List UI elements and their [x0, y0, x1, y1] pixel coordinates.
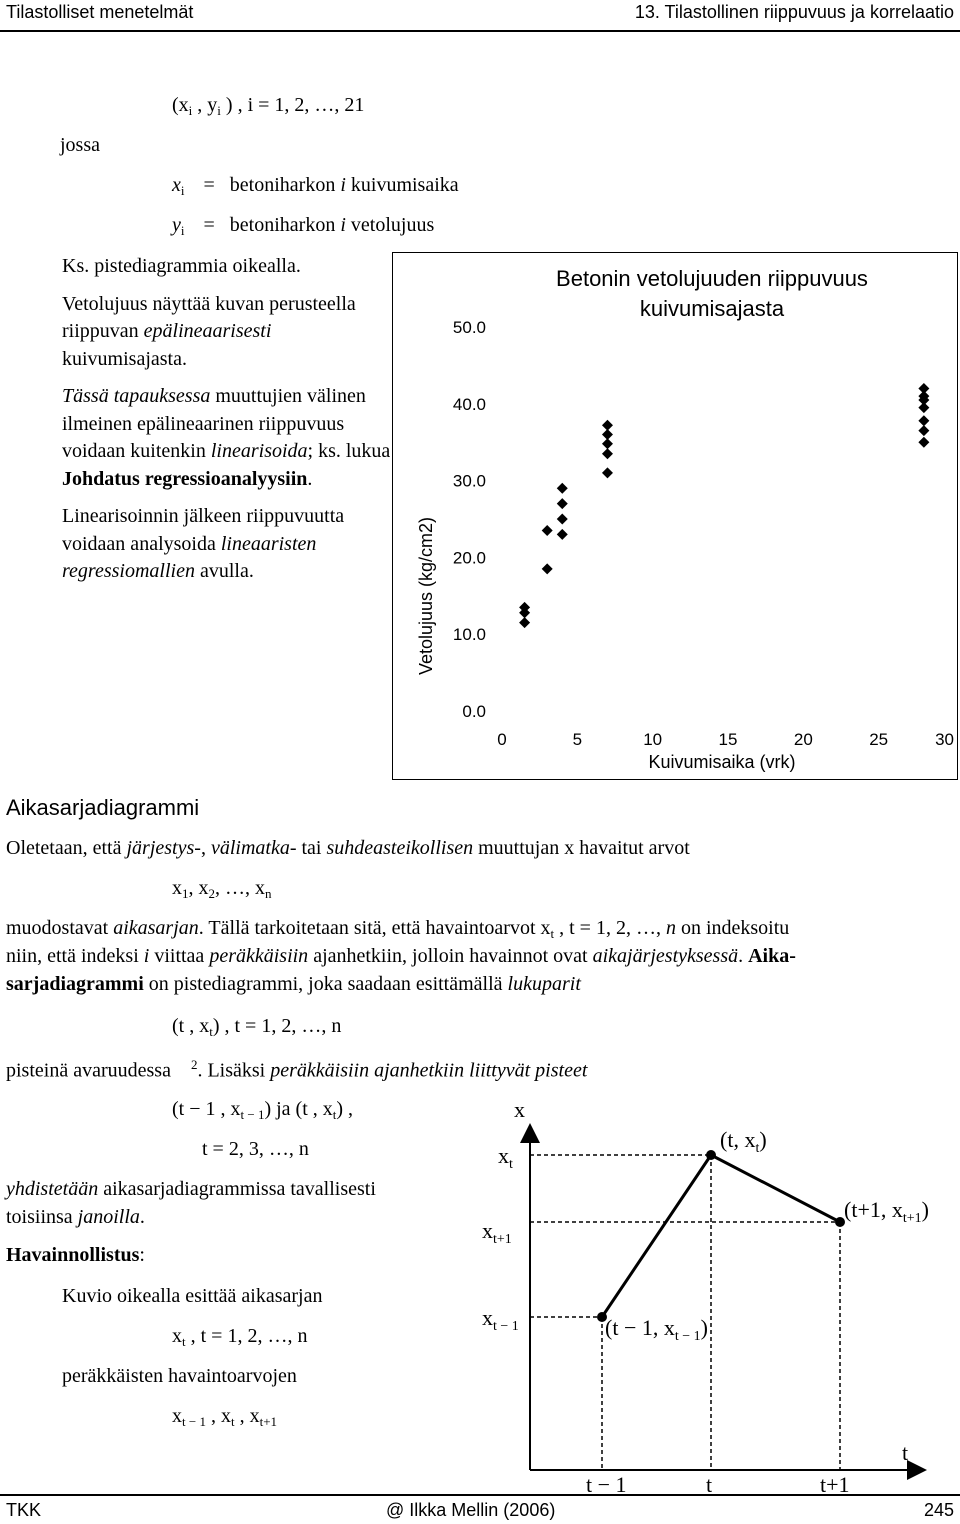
body-line-6 [6, 1176, 446, 1231]
chart-title-line-2: kuivumisajasta [639, 296, 785, 321]
body-line-1 [6, 837, 690, 860]
def-var: y [172, 214, 181, 236]
series-formula [172, 1325, 307, 1348]
text-italic: välimatka [210, 837, 290, 859]
x-axis-label: t [902, 1440, 909, 1465]
definition-y [172, 214, 434, 237]
sub: t − 1 [493, 1319, 519, 1334]
scatter-point [918, 437, 929, 448]
sequence-formula [172, 877, 272, 900]
text: x [482, 1305, 493, 1330]
text: . [307, 467, 313, 490]
scatter-point [602, 420, 613, 431]
chart-x-axis-label: Kuivumisaika (vrk) [648, 752, 796, 772]
formula-part: (x [172, 94, 189, 116]
scatter-point [602, 448, 613, 459]
text-bold: Johdatus regressioanalyysiin [62, 467, 308, 490]
text-italic: aikasarjan [113, 917, 199, 939]
jossa-label: jossa [60, 134, 100, 156]
scatter-chart [392, 252, 958, 780]
illustration-label [6, 1244, 145, 1267]
body-line-4 [6, 973, 581, 996]
text: , x [188, 877, 209, 899]
point-t [706, 1150, 716, 1160]
page-header [0, 0, 960, 32]
text: viittaa [149, 945, 210, 967]
def-index: i [340, 174, 346, 196]
chart-y-axis-label: Vetolujuus (kg/cm2) [416, 516, 436, 676]
text-italic: linearisoida [210, 440, 308, 462]
superscript: 2 [190, 1057, 198, 1072]
text: -, [194, 837, 211, 859]
text-italic: n [665, 917, 676, 939]
text: ) , t = 1, 2, …, n [212, 1015, 342, 1037]
body-line-9: peräkkäisten havaintoarvojen [62, 1365, 297, 1387]
text: kuivumisajasta. [62, 347, 187, 370]
text: (t+1, x [844, 1197, 903, 1222]
text: (t − 1 , x [172, 1098, 241, 1120]
y-tick-label: 10.0 [452, 625, 486, 645]
x-tick-label: 15 [718, 730, 738, 749]
y-label-xt [498, 1143, 513, 1172]
def-index: i [340, 214, 346, 236]
text-italic: järjestys [126, 837, 195, 859]
text: x [172, 877, 182, 899]
text: Oletetaan, että [6, 837, 127, 859]
body-line-3 [6, 945, 796, 968]
text: ajanhetkiin, jolloin havainnot ovat [308, 945, 593, 967]
text-italic: lineaaristen regressiomallien [62, 532, 317, 582]
text: niin, että indeksi [6, 945, 144, 967]
sub: n [265, 886, 272, 901]
pair-formula [172, 1015, 341, 1038]
text: (t − 1, x [605, 1315, 675, 1340]
scatter-point [918, 415, 929, 426]
label-point-t [720, 1127, 767, 1156]
text: ) ja (t , x [264, 1098, 333, 1120]
page-footer [0, 1494, 960, 1524]
section-title: Aikasarjadiagrammi [6, 795, 200, 820]
text-italic: peräkkäisiin [209, 945, 309, 967]
paragraph-3 [62, 383, 392, 493]
scatter-point [557, 483, 568, 494]
formula-part: ) , i = 1, 2, …, 21 [220, 94, 365, 116]
sub: 2 [208, 886, 215, 901]
y-tick-label: 50.0 [452, 318, 486, 337]
scatter-point [557, 514, 568, 525]
text: , t = 1, 2, …, [554, 917, 666, 939]
points-formula [172, 1098, 353, 1121]
text: x [172, 1405, 182, 1427]
text: Vetolujuus näyttää kuvan perusteella riippuvan [62, 292, 356, 342]
text: , x [205, 1405, 231, 1427]
sub: 1 [182, 886, 189, 901]
text-italic: yhdistetään [6, 1178, 99, 1200]
paragraph-1: Ks. pistediagrammia oikealla. [62, 255, 301, 277]
text: . Tällä tarkoitetaan sitä, että havaintoarvot x [198, 917, 551, 939]
text-italic: lukuparit [507, 973, 581, 995]
header-left: Tilastolliset menetelmät [6, 2, 194, 22]
scatter-point [918, 425, 929, 436]
sub: t [509, 1157, 513, 1172]
x-tick-label: 25 [869, 730, 889, 749]
scatter-point [542, 563, 553, 574]
footer-left: TKK [6, 1500, 42, 1520]
text: ; ks. lukua [307, 440, 391, 462]
body-line-5 [6, 1057, 587, 1083]
time-series-illustration [470, 1095, 960, 1495]
header-right: 13. Tilastollinen riippuvuus ja korrelaatio [634, 2, 954, 22]
text: muuttujan x havaitut arvot [473, 837, 690, 859]
text-bold: Aika- [748, 945, 796, 967]
text-italic: aikajärjestyksessä [592, 945, 739, 967]
text: ) [700, 1315, 708, 1340]
text: x [482, 1218, 493, 1243]
scatter-point [918, 402, 929, 413]
footer-right: 245 [923, 1500, 954, 1520]
def-var: x [172, 174, 181, 196]
sub: t − 1 [182, 1414, 206, 1429]
formula-sub: i [188, 103, 193, 118]
text: , …, x [215, 877, 265, 899]
y-axis-label: x [514, 1097, 525, 1122]
sub: t+1 [259, 1414, 278, 1429]
series-line [602, 1155, 840, 1317]
scatter-point [918, 383, 929, 394]
text: ) [921, 1197, 929, 1222]
formula-sub: i [217, 103, 221, 118]
text-bold: Havainnollistus [6, 1244, 140, 1266]
footer-center: @ Ilkka Mellin (2006) [386, 1500, 556, 1520]
def-eq: = [203, 214, 215, 236]
text-italic: janoilla [77, 1205, 140, 1228]
def-sub: i [180, 183, 185, 198]
y-label-xt-minus-1 [482, 1305, 519, 1334]
text: ) , [336, 1098, 354, 1120]
x-tick-label: 10 [643, 730, 663, 749]
x-label-t-plus-1: t+1 [820, 1472, 850, 1495]
sub: t+1 [902, 1211, 922, 1226]
text-italic: suhdeasteikollisen [326, 837, 474, 859]
formula-part: , y [192, 94, 218, 116]
x-label-t: t [706, 1472, 713, 1495]
text: on indeksoitu [675, 917, 790, 939]
def-text: betoniharkon [229, 174, 341, 196]
sub: t [230, 1414, 235, 1429]
y-tick-label: 20.0 [452, 548, 486, 568]
scatter-point [557, 498, 568, 509]
def-text: vetolujuus [345, 214, 435, 236]
y-tick-label: 0.0 [462, 702, 486, 721]
left-column-text [62, 253, 392, 596]
y-tick-label: 40.0 [452, 394, 486, 414]
paragraph-4 [62, 503, 392, 586]
def-sub: i [180, 223, 185, 238]
text: , x [234, 1405, 260, 1427]
text: muodostavat [6, 917, 114, 939]
text: - tai [289, 837, 327, 859]
x-label-t-minus-1: t − 1 [586, 1472, 627, 1495]
scatter-point [557, 529, 568, 540]
def-text: betoniharkon [229, 214, 341, 236]
scatter-point [602, 467, 613, 478]
text: . Lisäksi [197, 1059, 271, 1082]
body-line-2 [6, 917, 789, 940]
text-italic: i [143, 945, 150, 967]
text: x [498, 1143, 509, 1168]
text: . [738, 945, 749, 967]
x-tick-label: 30 [935, 730, 954, 749]
def-eq: = [203, 174, 215, 196]
scatter-point [542, 525, 553, 536]
y-tick-label: 30.0 [452, 471, 486, 491]
y-label-xt-plus-1 [482, 1218, 512, 1247]
text: pisteinä avaruudessa [6, 1059, 171, 1082]
text: (t, x [720, 1127, 756, 1152]
sub: t [209, 1024, 213, 1039]
text: aikasarjadiagrammissa tavallisesti toisiinsa [6, 1178, 376, 1228]
text: Linearisoinnin jälkeen riippuvuutta voidaan analysoida [62, 505, 345, 555]
label-point-t-plus-1 [844, 1197, 929, 1226]
text: . [139, 1205, 145, 1228]
def-text: kuivumisaika [345, 174, 459, 196]
text-italic: epälineaarisesti [143, 320, 272, 342]
text: ) [759, 1127, 767, 1152]
scatter-point [519, 617, 530, 628]
text: (t , x [172, 1015, 210, 1037]
consecutive-formula [172, 1405, 277, 1428]
definition-x [172, 174, 459, 197]
t-range-formula: t = 2, 3, …, n [202, 1138, 309, 1160]
x-tick-label: 0 [497, 730, 507, 749]
body-line-7: Kuvio oikealla esittää aikasarjan [62, 1285, 323, 1307]
text: muuttujien välinen ilmeinen epälineaarinen riippuvuus voidaan kuitenkin [62, 385, 366, 462]
text: avulla. [194, 560, 254, 582]
text-italic: Tässä tapauksessa [62, 385, 211, 407]
chart-title: Betonin vetolujuuden riippuvuus [556, 266, 868, 291]
sub: t [550, 926, 555, 941]
text: , t = 1, 2, …, n [185, 1325, 308, 1347]
paragraph-2 [62, 291, 392, 374]
sub: t − 1 [674, 1329, 701, 1344]
sub: t [182, 1334, 186, 1349]
x-tick-label: 20 [793, 730, 813, 749]
text: x [172, 1325, 182, 1347]
text-bold: sarjadiagrammi [6, 973, 144, 995]
sub: t [755, 1141, 760, 1156]
sub: t+1 [493, 1232, 512, 1247]
text: on pistediagrammi, joka saadaan esittämällä [143, 973, 508, 995]
text-italic: peräkkäisiin ajanhetkiin liittyvät pisteet [270, 1059, 588, 1082]
label-point-t-minus-1 [605, 1315, 708, 1344]
observation-pairs-formula [172, 94, 364, 117]
text: : [139, 1244, 145, 1266]
sub: t − 1 [240, 1107, 265, 1122]
x-tick-label: 5 [572, 730, 583, 749]
sub: t [332, 1107, 337, 1122]
